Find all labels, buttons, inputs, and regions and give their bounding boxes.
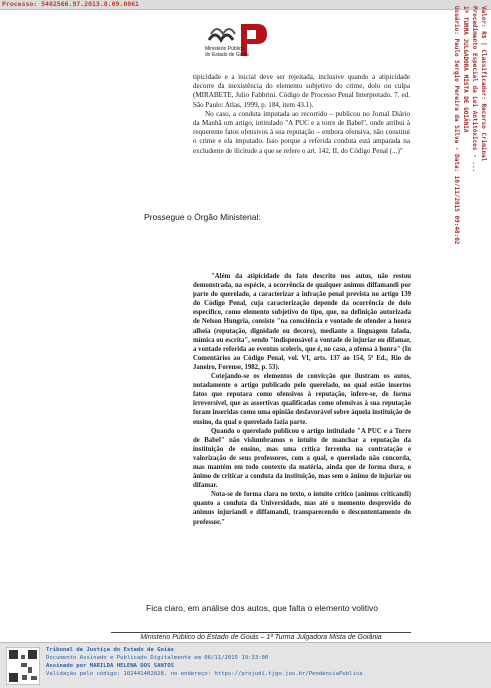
process-number: Processo: 5402566.97.2013.8.09.0061 xyxy=(2,0,139,8)
process-number-bar xyxy=(0,0,491,10)
prossegue-line: Prossegue o Órgão Ministerial: xyxy=(144,212,261,222)
side-stamp-line2: Procedimento Especial da Lei Antitóxicos - ... xyxy=(471,6,478,173)
signature-court: Tribunal de Justiça do Estado de Goiás xyxy=(46,647,174,653)
logo-caption-line1: Ministério Público xyxy=(205,46,245,52)
footer-rule xyxy=(111,632,411,633)
quote2-paragraph-3: Quando o querelado publicou o artigo intitulado "A PUC e a Torre de Babel" não vislumbramos o intuito de manchar a reputação da instituição de ensino, mas uma crítica ferrenha na contratação e valorização de seus professores, com a qual, o querelado não concorda, mas mantém em todo contexto da matéria, ainda que de forma dura, o ânimo de criticar a conduta da instituição, mas sem o ânimo de injuriar ou difamar. xyxy=(193,427,411,490)
mp-goias-logo xyxy=(201,14,279,72)
quote-block-1 xyxy=(193,73,410,156)
signature-signer: Assinado por MARILDA HELENA DOS SANTOS xyxy=(46,663,174,669)
fica-claro-line: Fica claro, em análise dos autos, que falta o elemento volitivo xyxy=(146,603,378,613)
footer-text: Ministério Público do Estado de Goiás – 1ª Turma Julgadora Mista de Goiânia xyxy=(140,634,382,641)
side-stamp-line3: 1ª TURMA JULGADORA MISTA DE GOIÂNIA xyxy=(462,6,469,133)
qr-code-icon xyxy=(6,647,40,685)
signature-published: Documento Assinado e Publicado Digitalmente em 06/11/2015 19:33:00 xyxy=(46,655,269,661)
quote1-paragraph-2: No caso, a conduta imputada ao recorrido – publicou no Jornal Diário da Manhã um artigo, intitulado "A PUC e a torre de Babel", onde atribui à requerente fatos ofensivos à sua reputação – embora ofensiva, não constitui o crime e ela imputado. Isso porque a referida conduta está amparada na excludente de ilicitude a que se refere o art. 142, II, do Código Penal (...)" xyxy=(193,109,410,155)
signature-validation: Validação pelo código: 102441402828, no endereço: https://projudi.tjgo.jus.br/PendenciaPublica xyxy=(46,671,363,677)
logo-caption xyxy=(205,46,259,58)
quote1-paragraph-1: tipicidade e a inicial deve ser rejeitada, inclusive quando a atipicidade decorre da inexistência do elemento subjetivo do crime, dolo ou culpa (MIRABETE, Julio Fabbrini. Código de Processo Penal Interpretado. 7. ed. São Paulo: Atlas, 1999, p. 184, item 43.1). xyxy=(193,73,410,109)
side-stamp-line4: Usuário: Paulo Sergio Pereira da Silva - Data: 10/11/2015 09:40:02 xyxy=(453,6,460,245)
quote-block-2 xyxy=(193,272,411,527)
side-stamp-line1: Valor: R$ | Classificador: Recurso Criminal xyxy=(480,6,487,162)
quote2-paragraph-1: "Além da atipicidade do fato descrito nos autos, não restou demonstrada, na espécie, a ocorrência de qualquer animus diffamandi por parte do querelado, a caracterizar a infração penal prevista no artigo 139 do Código Penal, cuja caracterização depende da ocorrência de dolo específico, como elemento subjetivo do tipo, que, na definição autorizada de Nelson Hungria, consiste "na consciência e vontade de ofender a honra alheia (reputação, dignidade ou decoro), mediante a linguagem falada, mímica ou escrita", sendo "indispensável a vontade de injuriar ou difamar, a vontade referida ao eventus sceleris, que é, no caso, a ofensa à honra" (In Comentários ao Código Penal, vol. VI, arts. 137 ao 154, 5ª Ed., Rio de Janeiro, Forense, 1982, p. 53). xyxy=(193,273,411,371)
digital-signature-box xyxy=(0,642,491,688)
side-stamp xyxy=(443,6,489,306)
quote2-paragraph-2: Cotejando-se os elementos de convicção que ilustram os autos, notadamente o artigo publicado pelo querelado, no qual estão insertos fatos que reputara como ofensivos à reputação, infere-se, de forma irreversível, que as assertivas qualificadas como ofensivas à sua reputação foram inseridas como uma opinião desfavorável sobre àquela instituição de ensino, da qual o querelado fazia parte. xyxy=(193,373,411,426)
logo-caption-line2: do Estado de Goiás xyxy=(205,52,249,58)
quote2-paragraph-4: Nota-se de forma clara no texto, o intuito crítico (animus criticandi) quanto a conduta da Universidade, mas até o momento desprovido do animus injuriandi e diffamandi, transparecendo o descontentamento do professor." xyxy=(193,491,411,526)
